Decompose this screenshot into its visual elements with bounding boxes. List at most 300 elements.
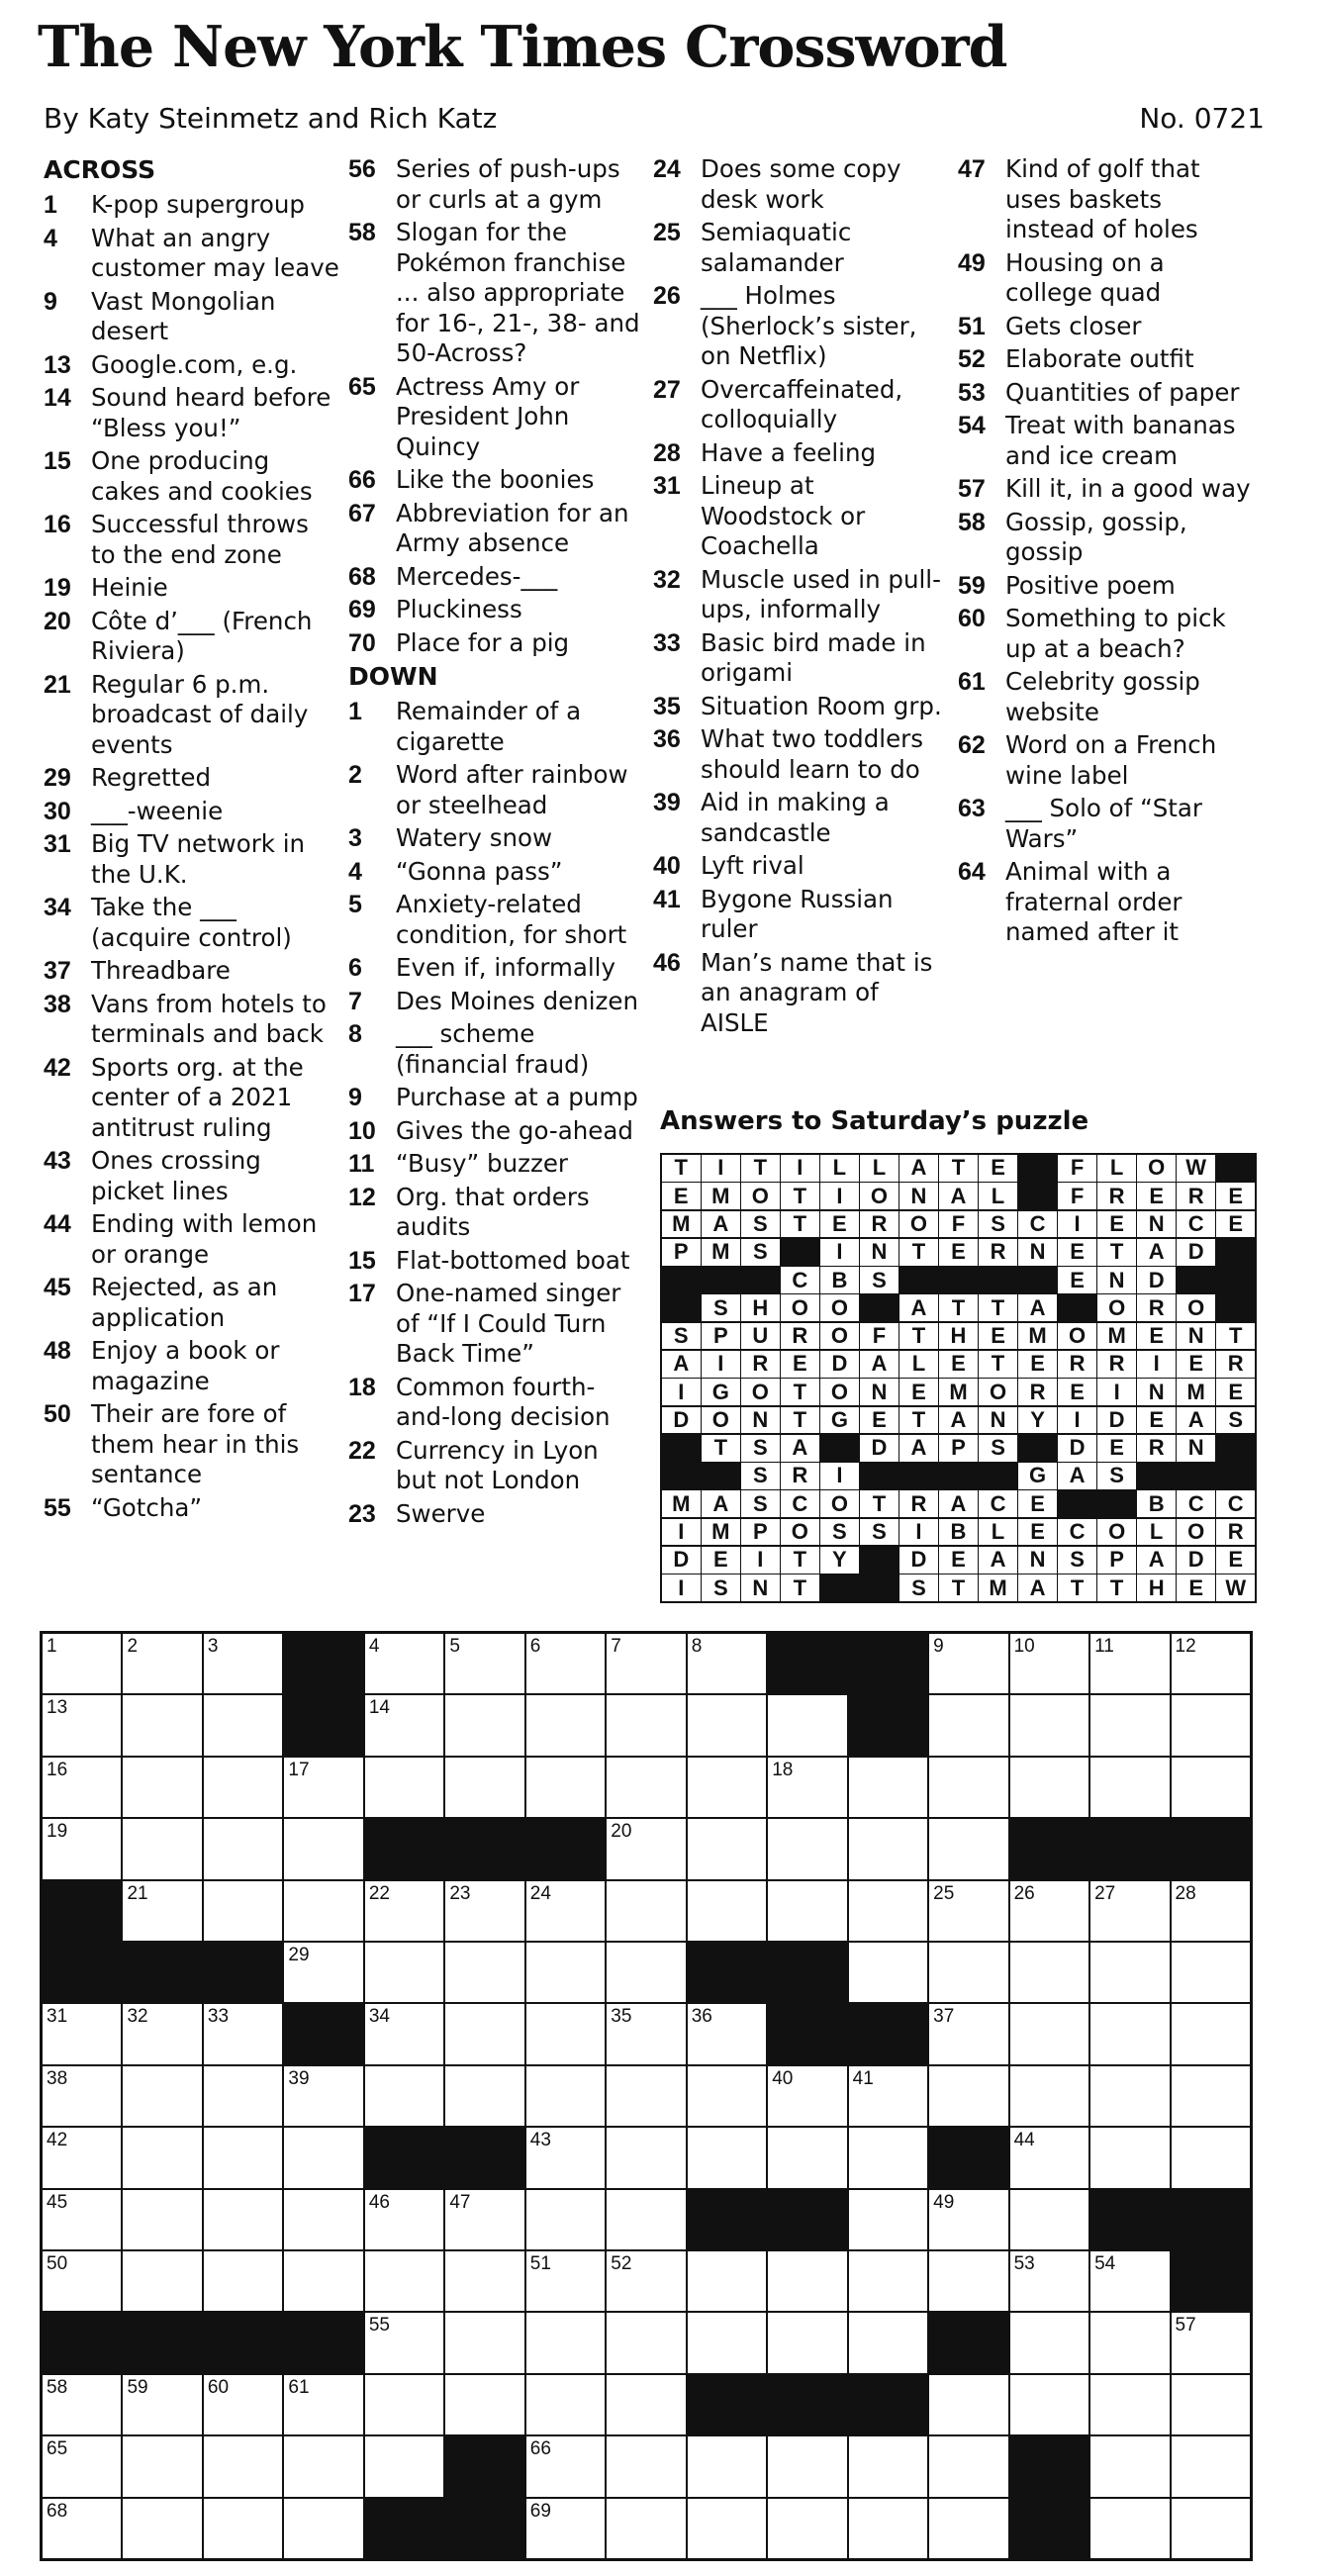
grid-cell[interactable]: [284, 2128, 362, 2187]
grid-cell[interactable]: [284, 1881, 362, 1941]
grid-cell[interactable]: [688, 1634, 766, 1693]
grid-cell[interactable]: [1010, 2375, 1088, 2434]
grid-cell[interactable]: [929, 1943, 1007, 2002]
grid-cell[interactable]: [929, 2499, 1007, 2558]
clue-number: 12: [348, 1183, 376, 1211]
answer-letter: I: [820, 1183, 859, 1209]
grid-cell[interactable]: [445, 1695, 523, 1755]
answer-letter: S: [860, 1519, 898, 1546]
grid-cell[interactable]: [1172, 2066, 1250, 2126]
grid-cell[interactable]: [1010, 2251, 1088, 2311]
answer-block: [1216, 1155, 1255, 1182]
grid-cell[interactable]: [123, 1819, 201, 1878]
grid-cell[interactable]: [204, 2436, 282, 2496]
answer-letter: D: [1177, 1239, 1215, 1266]
answer-letter: L: [979, 1519, 1017, 1546]
clue-number: 50: [44, 1400, 71, 1428]
grid-cell[interactable]: [1010, 1695, 1088, 1755]
grid-cell[interactable]: [526, 2375, 605, 2434]
grid-cell[interactable]: [929, 2251, 1007, 2311]
grid-cell[interactable]: [607, 1881, 685, 1941]
answer-block: [899, 1463, 938, 1489]
grid-cell[interactable]: [43, 2499, 121, 2558]
grid-cell[interactable]: [445, 1758, 523, 1817]
grid-cell[interactable]: [445, 1943, 523, 2002]
grid-cell[interactable]: [284, 1943, 362, 2002]
answer-letter: S: [741, 1435, 780, 1462]
answer-letter: D: [1097, 1407, 1136, 1434]
grid-cell[interactable]: [365, 2251, 443, 2311]
grid-cell[interactable]: [607, 2499, 685, 2558]
clue-text: Positive poem: [1005, 570, 1176, 600]
grid-cell[interactable]: [445, 2004, 523, 2063]
grid-cell[interactable]: [607, 2004, 685, 2063]
grid-cell[interactable]: [445, 2375, 523, 2434]
grid-cell[interactable]: [1090, 1881, 1169, 1941]
grid-cell[interactable]: [1172, 2128, 1250, 2187]
cell-number: 8: [691, 1636, 703, 1657]
grid-cell[interactable]: [1090, 2251, 1169, 2311]
grid-cell[interactable]: [849, 2436, 927, 2496]
down-clue: [348, 697, 645, 757]
answer-letter: T: [860, 1490, 898, 1517]
answer-letter: M: [1097, 1323, 1136, 1350]
grid-cell[interactable]: [284, 2499, 362, 2558]
grid-cell[interactable]: [43, 2190, 121, 2249]
clue-number: 69: [348, 596, 376, 623]
grid-cell[interactable]: [365, 1943, 443, 2002]
answer-letter: A: [1018, 1294, 1057, 1321]
grid-cell[interactable]: [849, 2128, 927, 2187]
grid-cell[interactable]: [445, 1634, 523, 1693]
grid-block: [1090, 2190, 1169, 2249]
grid-cell[interactable]: [43, 2128, 121, 2187]
grid-cell[interactable]: [929, 1695, 1007, 1755]
grid-cell[interactable]: [365, 1881, 443, 1941]
grid-cell[interactable]: [929, 2066, 1007, 2126]
grid-cell[interactable]: [929, 2375, 1007, 2434]
clue-text: Gets closer: [1005, 311, 1142, 340]
grid-cell[interactable]: [123, 1758, 201, 1817]
grid-cell[interactable]: [688, 2004, 766, 2063]
clue-number: 19: [44, 574, 71, 602]
grid-cell[interactable]: [1010, 2066, 1088, 2126]
grid-cell[interactable]: [688, 2499, 766, 2558]
grid-cell[interactable]: [768, 1819, 846, 1878]
cell-number: 55: [368, 2315, 390, 2337]
answer-letter: D: [662, 1547, 701, 1574]
answer-letter: O: [1097, 1294, 1136, 1321]
grid-cell[interactable]: [1090, 2499, 1169, 2558]
answer-letter: C: [1177, 1490, 1215, 1517]
answer-letter: R: [1137, 1294, 1176, 1321]
answer-letter: N: [1177, 1435, 1215, 1462]
grid-block: [284, 1634, 362, 1693]
grid-cell[interactable]: [43, 2375, 121, 2434]
grid-cell[interactable]: [123, 2128, 201, 2187]
grid-cell[interactable]: [929, 1758, 1007, 1817]
clue-text: Abbreviation for an Army absence: [396, 498, 629, 557]
grid-cell[interactable]: [768, 1758, 846, 1817]
grid-block: [43, 1943, 121, 2002]
grid-cell[interactable]: [1172, 1695, 1250, 1755]
grid-cell[interactable]: [284, 2066, 362, 2126]
grid-cell[interactable]: [929, 1881, 1007, 1941]
clue-text: Vast Mongolian desert: [91, 286, 276, 345]
grid-cell[interactable]: [849, 2190, 927, 2249]
grid-cell[interactable]: [526, 2436, 605, 2496]
clue-text: Google.com, e.g.: [91, 349, 298, 379]
grid-cell[interactable]: [1172, 2004, 1250, 2063]
grid-cell[interactable]: [204, 2499, 282, 2558]
down-clue: [348, 823, 645, 854]
grid-cell[interactable]: [365, 1758, 443, 1817]
grid-cell[interactable]: [607, 1634, 685, 1693]
answer-block: [1097, 1490, 1136, 1517]
answer-letter: M: [702, 1239, 740, 1266]
answer-block: [702, 1267, 740, 1293]
grid-cell[interactable]: [284, 2375, 362, 2434]
puzzle-number: No. 0721: [1139, 102, 1265, 135]
cell-number: 31: [47, 2006, 68, 2028]
grid-block: [1010, 2436, 1088, 2496]
answer-letter: Y: [1018, 1407, 1057, 1434]
grid-cell[interactable]: [1090, 2128, 1169, 2187]
clue-number: 59: [958, 571, 986, 600]
grid-cell[interactable]: [204, 2375, 282, 2434]
clue-text: Sound heard before “Bless you!”: [91, 383, 331, 442]
grid-cell[interactable]: [204, 1819, 282, 1878]
grid-cell[interactable]: [365, 2313, 443, 2372]
grid-cell[interactable]: [1172, 1943, 1250, 2002]
grid-cell[interactable]: [526, 1943, 605, 2002]
grid-cell[interactable]: [1090, 1695, 1169, 1755]
answer-letter: E: [1216, 1211, 1255, 1238]
clue-number: 38: [44, 990, 71, 1018]
grid-cell[interactable]: [1010, 2190, 1088, 2249]
grid-cell[interactable]: [123, 1634, 201, 1693]
across-clue: [44, 446, 340, 507]
grid-block: [929, 2128, 1007, 2187]
answer-letter: T: [781, 1211, 819, 1238]
grid-cell[interactable]: [929, 2004, 1007, 2063]
clue-number: 17: [348, 1280, 376, 1307]
grid-cell[interactable]: [1090, 2313, 1169, 2372]
cell-number: 36: [691, 2006, 712, 2028]
grid-block: [365, 1819, 443, 1878]
answer-letter: A: [1058, 1463, 1096, 1489]
grid-cell[interactable]: [1172, 1758, 1250, 1817]
grid-cell[interactable]: [1090, 2004, 1169, 2063]
grid-cell[interactable]: [929, 1634, 1007, 1693]
grid-cell[interactable]: [526, 2251, 605, 2311]
grid-cell[interactable]: [526, 1695, 605, 1755]
grid-cell[interactable]: [849, 2251, 927, 2311]
grid-cell[interactable]: [365, 2375, 443, 2434]
grid-cell[interactable]: [445, 2251, 523, 2311]
grid-cell[interactable]: [1010, 2313, 1088, 2372]
grid-cell[interactable]: [1090, 1634, 1169, 1693]
down-clue: [348, 890, 645, 950]
answer-letter: S: [702, 1574, 740, 1601]
grid-cell[interactable]: [1090, 1943, 1169, 2002]
grid-cell[interactable]: [365, 1634, 443, 1693]
answer-letter: O: [741, 1379, 780, 1405]
grid-cell[interactable]: [445, 1881, 523, 1941]
grid-cell[interactable]: [43, 2066, 121, 2126]
grid-cell[interactable]: [526, 2128, 605, 2187]
grid-cell[interactable]: [929, 2436, 1007, 2496]
cell-number: 26: [1013, 1882, 1035, 1904]
grid-cell[interactable]: [1010, 1758, 1088, 1817]
down-clue: [348, 1373, 645, 1433]
grid-cell[interactable]: [688, 1695, 766, 1755]
answer-block: [662, 1294, 701, 1321]
cell-number: 34: [368, 2006, 390, 2028]
grid-cell[interactable]: [123, 1695, 201, 1755]
grid-cell[interactable]: [1010, 1943, 1088, 2002]
grid-cell[interactable]: [284, 2251, 362, 2311]
clue-text: Org. that orders audits: [396, 1182, 590, 1241]
answer-letter: R: [1216, 1351, 1255, 1378]
cell-number: 57: [1175, 2315, 1196, 2337]
grid-cell[interactable]: [607, 1819, 685, 1878]
grid-cell[interactable]: [284, 1819, 362, 1878]
answer-letter: T: [899, 1239, 938, 1266]
grid-cell[interactable]: [1172, 2375, 1250, 2434]
clue-column-1: [44, 154, 340, 1526]
grid-cell[interactable]: [1090, 2436, 1169, 2496]
grid-cell[interactable]: [688, 2436, 766, 2496]
grid-cell[interactable]: [123, 2004, 201, 2063]
cell-number: 59: [127, 2376, 148, 2398]
grid-cell[interactable]: [688, 2128, 766, 2187]
grid-cell[interactable]: [929, 1819, 1007, 1878]
grid-cell[interactable]: [43, 1758, 121, 1817]
grid-cell[interactable]: [688, 2313, 766, 2372]
grid-cell[interactable]: [768, 2313, 846, 2372]
grid-cell[interactable]: [365, 2190, 443, 2249]
grid-cell[interactable]: [607, 1758, 685, 1817]
cell-number: 35: [611, 2006, 632, 2028]
grid-cell[interactable]: [607, 2436, 685, 2496]
answer-block: [860, 1574, 898, 1601]
answer-letter: S: [741, 1239, 780, 1266]
answer-letter: E: [1058, 1267, 1096, 1293]
answer-block: [899, 1267, 938, 1293]
cell-number: 33: [207, 2006, 230, 2028]
clue-column-2: [348, 154, 645, 1532]
grid-cell[interactable]: [526, 1881, 605, 1941]
grid-cell[interactable]: [849, 2313, 927, 2372]
answer-letter: Y: [820, 1547, 859, 1574]
answer-letter: E: [939, 1239, 978, 1266]
clue-number: 26: [653, 282, 681, 310]
grid-cell[interactable]: [688, 1758, 766, 1817]
across-heading: ACROSS: [44, 155, 156, 184]
answer-block: [662, 1463, 701, 1489]
crossword-grid: [40, 1631, 1253, 2561]
answer-letter: P: [939, 1435, 978, 1462]
grid-cell[interactable]: [1090, 2375, 1169, 2434]
grid-cell[interactable]: [43, 1634, 121, 1693]
grid-cell[interactable]: [284, 2436, 362, 2496]
grid-cell[interactable]: [123, 2436, 201, 2496]
grid-cell[interactable]: [688, 1819, 766, 1878]
grid-cell[interactable]: [607, 2128, 685, 2187]
grid-cell[interactable]: [365, 2004, 443, 2063]
clue-number: 5: [348, 891, 362, 918]
grid-cell[interactable]: [204, 1758, 282, 1817]
grid-cell[interactable]: [43, 2004, 121, 2063]
grid-cell[interactable]: [365, 2066, 443, 2126]
grid-block: [849, 1695, 927, 1755]
clue-number: 65: [348, 372, 376, 401]
grid-cell[interactable]: [607, 2313, 685, 2372]
grid-cell[interactable]: [1172, 1881, 1250, 1941]
grid-cell[interactable]: [1172, 2499, 1250, 2558]
grid-cell[interactable]: [688, 2251, 766, 2311]
answer-letter: T: [741, 1155, 780, 1182]
answer-block: [1216, 1435, 1255, 1462]
answer-letter: S: [662, 1323, 701, 1350]
clue-number: 7: [348, 987, 362, 1015]
grid-cell[interactable]: [768, 2499, 846, 2558]
grid-cell[interactable]: [204, 2004, 282, 2063]
grid-cell[interactable]: [204, 1695, 282, 1755]
grid-cell[interactable]: [849, 2066, 927, 2126]
grid-cell[interactable]: [445, 2190, 523, 2249]
answer-letter: F: [1058, 1155, 1096, 1182]
cell-number: 28: [1175, 1882, 1196, 1904]
answer-letter: N: [1177, 1323, 1215, 1350]
grid-cell[interactable]: [849, 1881, 927, 1941]
grid-cell[interactable]: [445, 2066, 523, 2126]
grid-cell[interactable]: [688, 2066, 766, 2126]
grid-cell[interactable]: [123, 2190, 201, 2249]
grid-cell[interactable]: [1172, 2313, 1250, 2372]
answer-letter: E: [979, 1155, 1017, 1182]
grid-cell[interactable]: [607, 1943, 685, 2002]
grid-cell[interactable]: [849, 1758, 927, 1817]
grid-cell[interactable]: [123, 2499, 201, 2558]
clue-text: Rejected, as an application: [91, 1273, 278, 1332]
grid-cell[interactable]: [204, 2190, 282, 2249]
grid-cell[interactable]: [1010, 2128, 1088, 2187]
answer-letter: N: [1137, 1211, 1176, 1238]
answer-letter: M: [979, 1574, 1017, 1601]
grid-cell[interactable]: [204, 2128, 282, 2187]
grid-cell[interactable]: [365, 1695, 443, 1755]
clue-number: 53: [958, 378, 986, 407]
grid-cell[interactable]: [526, 2004, 605, 2063]
grid-cell[interactable]: [607, 2190, 685, 2249]
grid-cell[interactable]: [1090, 2066, 1169, 2126]
grid-cell[interactable]: [43, 2251, 121, 2311]
grid-cell[interactable]: [768, 2128, 846, 2187]
grid-cell[interactable]: [43, 2436, 121, 2496]
grid-cell[interactable]: [768, 1695, 846, 1755]
grid-cell[interactable]: [768, 1881, 846, 1941]
grid-cell[interactable]: [204, 1634, 282, 1693]
answer-letter: B: [939, 1519, 978, 1546]
cell-number: 9: [933, 1636, 944, 1657]
grid-cell[interactable]: [43, 1819, 121, 1878]
clue-text: Word on a French wine label: [1005, 730, 1217, 790]
answer-letter: I: [662, 1574, 701, 1601]
clue-text: Common fourth-and-long decision: [396, 1372, 611, 1431]
clue-text: One-named singer of “If I Could Turn Back Time”: [396, 1279, 621, 1368]
grid-cell[interactable]: [526, 1634, 605, 1693]
grid-cell[interactable]: [365, 2436, 443, 2496]
grid-cell[interactable]: [1010, 1634, 1088, 1693]
clue-column-4: [958, 154, 1255, 951]
grid-cell[interactable]: [43, 1695, 121, 1755]
grid-cell[interactable]: [688, 1881, 766, 1941]
grid-cell[interactable]: [849, 1819, 927, 1878]
grid-cell[interactable]: [284, 1758, 362, 1817]
grid-cell[interactable]: [607, 2251, 685, 2311]
down-clue: [653, 851, 950, 882]
clue-text: Big TV network in the U.K.: [91, 829, 306, 889]
grid-cell[interactable]: [284, 2190, 362, 2249]
answer-letter: E: [939, 1547, 978, 1574]
grid-cell[interactable]: [123, 2066, 201, 2126]
grid-cell[interactable]: [204, 2251, 282, 2311]
grid-block: [445, 2436, 523, 2496]
grid-cell[interactable]: [1010, 2004, 1088, 2063]
grid-cell[interactable]: [526, 2066, 605, 2126]
grid-cell[interactable]: [445, 2313, 523, 2372]
clue-number: 37: [44, 957, 71, 985]
grid-cell[interactable]: [204, 2066, 282, 2126]
across-clue: [44, 1209, 340, 1270]
clue-number: 66: [348, 466, 376, 494]
grid-cell[interactable]: [1172, 1634, 1250, 1693]
grid-cell[interactable]: [1172, 2436, 1250, 2496]
cell-number: 13: [47, 1697, 68, 1719]
grid-cell[interactable]: [1010, 1881, 1088, 1941]
answer-block: [939, 1267, 978, 1293]
grid-cell[interactable]: [929, 2190, 1007, 2249]
grid-cell[interactable]: [1090, 1758, 1169, 1817]
grid-cell[interactable]: [526, 2499, 605, 2558]
grid-cell[interactable]: [768, 2251, 846, 2311]
grid-cell[interactable]: [526, 2190, 605, 2249]
grid-cell[interactable]: [123, 1881, 201, 1941]
answer-letter: E: [1216, 1379, 1255, 1405]
grid-cell[interactable]: [849, 2499, 927, 2558]
clue-number: 35: [653, 692, 681, 720]
grid-cell[interactable]: [768, 2066, 846, 2126]
answer-letter: S: [860, 1267, 898, 1293]
grid-cell[interactable]: [607, 1695, 685, 1755]
grid-cell[interactable]: [123, 2375, 201, 2434]
grid-cell[interactable]: [607, 2375, 685, 2434]
answer-letter: E: [662, 1183, 701, 1209]
clue-text: Word after rainbow or steelhead: [396, 760, 628, 819]
grid-cell[interactable]: [849, 1943, 927, 2002]
grid-cell[interactable]: [204, 1881, 282, 1941]
down-clue: [348, 1083, 645, 1113]
grid-cell[interactable]: [526, 2313, 605, 2372]
grid-cell[interactable]: [768, 2436, 846, 2496]
grid-cell[interactable]: [607, 2066, 685, 2126]
grid-cell[interactable]: [123, 2251, 201, 2311]
answer-letter: D: [820, 1351, 859, 1378]
clue-number: 14: [44, 384, 71, 412]
grid-cell[interactable]: [526, 1758, 605, 1817]
